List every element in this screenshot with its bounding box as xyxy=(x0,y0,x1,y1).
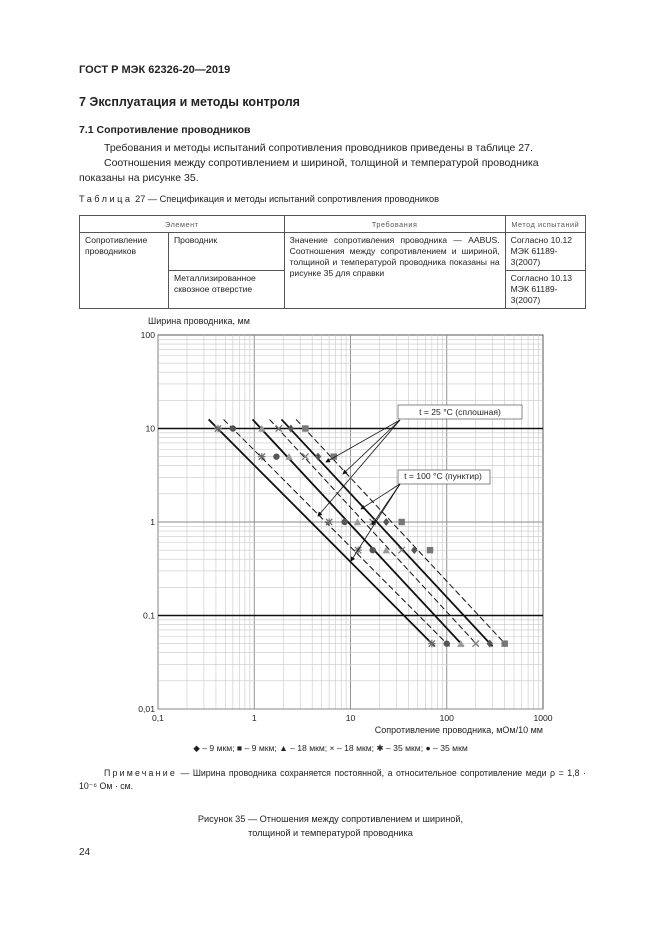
circle-marker xyxy=(230,425,236,431)
circle-marker xyxy=(369,547,375,553)
square-marker xyxy=(302,425,308,431)
x-tick-label: 0,1 xyxy=(152,713,164,723)
figure-caption xyxy=(0,812,661,840)
cell-method-2: Согласно 10.13 МЭК 61189-3(2007) xyxy=(505,271,585,309)
square-marker xyxy=(427,547,433,553)
square-marker xyxy=(501,640,507,646)
y-tick-label: 100 xyxy=(140,330,155,340)
table-caption-prefix: Таблица xyxy=(79,194,133,204)
x-tick-label: 1 xyxy=(251,713,257,723)
paragraph-1: Требования и методы испытаний сопротивления проводников приведены в таблице 27. xyxy=(104,142,533,154)
square-marker xyxy=(398,519,404,525)
annotation-25c: t = 25 °C (сплошная) xyxy=(419,407,501,417)
header-element: Элемент xyxy=(80,216,285,233)
cell-via: Металлизированное сквозное отверстие xyxy=(169,271,285,309)
annotation-100c: t = 100 °C (пунктир) xyxy=(404,471,482,481)
note xyxy=(79,767,586,793)
x-tick-label: 1000 xyxy=(533,713,553,723)
figure-caption-line-2: толщиной и температурой проводника xyxy=(248,828,413,838)
section-title: 7 Эксплуатация и методы контроля xyxy=(79,95,300,109)
y-tick-label: 1 xyxy=(150,517,155,527)
header-requirements: Требования xyxy=(284,216,505,233)
cell-conductor: Проводник xyxy=(169,233,285,271)
note-label: Примечание xyxy=(104,768,177,778)
circle-marker xyxy=(341,519,347,525)
figure-caption-line-1: Рисунок 35 — Отношения между сопротивлением и шириной, xyxy=(197,814,464,824)
cell-element: Сопротивление проводников xyxy=(80,233,169,309)
cell-requirement: Значение сопротивления проводника — AABUS. Соотношения между сопротивлением и шириной, толщиной и температурой проводника показаны на рисунке 35 для справки xyxy=(284,233,505,309)
table-caption-text: 27 — Спецификация и методы испытаний сопротивления проводников xyxy=(132,194,439,204)
y-axis-label: Ширина проводника, мм xyxy=(148,316,250,326)
y-tick-label: 0,01 xyxy=(138,704,155,714)
header-method: Метод испытаний xyxy=(505,216,585,233)
chart-legend: ◆ – 9 мкм; ■ – 9 мкм; ▲ – 18 мкм; × – 18 мкм; ✱ – 35 мкм; ● – 35 мкм xyxy=(193,743,468,753)
paragraph-2: Соотношения между сопротивлением и шириной, толщиной и температурой проводника показаны на рисунке 35. xyxy=(79,157,539,184)
page-number: 24 xyxy=(79,847,91,858)
x-tick-label: 10 xyxy=(345,713,356,723)
cell-method-1: Согласно 10.12 МЭК 61189-3(2007) xyxy=(505,233,585,271)
x-axis-label: Сопротивление проводника, мОм/10 мм xyxy=(374,725,543,735)
chart-grid xyxy=(138,330,553,723)
circle-marker xyxy=(444,640,450,646)
subsection-title: 7.1 Сопротивление проводников xyxy=(79,124,251,136)
note-text: — Ширина проводника сохраняется постоянной, а относительное сопротивление меди ρ = 1,8 · 10⁻⁶ Ом · см. xyxy=(79,768,586,791)
y-tick-label: 0,1 xyxy=(143,610,155,621)
x-tick-label: 100 xyxy=(439,713,454,723)
circle-marker xyxy=(273,453,279,459)
document-header: ГОСТ Р МЭК 62326-20—2019 xyxy=(79,64,231,76)
y-tick-label: 10 xyxy=(145,423,155,434)
